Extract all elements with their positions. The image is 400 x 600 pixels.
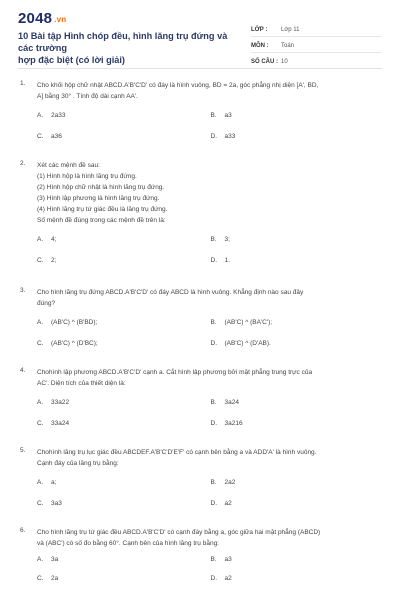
- title-line: 10 Bài tập Hình chóp đều, hình lăng trụ đứng và các trường: [18, 31, 228, 53]
- title-line: hợp đặc biệt (có lời giải): [18, 55, 125, 65]
- question-number: 6.: [20, 527, 26, 534]
- option-b[interactable]: B. (AB'C) ^ (BA'C');: [210, 319, 273, 326]
- question-text: đúng?: [37, 300, 56, 307]
- question-text: Số mệnh đề đúng trong các mệnh đề trên là:: [37, 217, 166, 224]
- question-number: 4.: [20, 367, 26, 374]
- logo-suffix: .vn: [54, 15, 67, 24]
- meta-row-class: [251, 23, 382, 37]
- meta-label: LỚP :: [251, 26, 268, 33]
- option-d[interactable]: D. a2: [210, 575, 232, 582]
- question-text: và (ABC') có số đo bằng 60°. Cạnh bên của hình lăng trụ bằng:: [37, 540, 219, 547]
- option-a[interactable]: A. 3a: [37, 556, 59, 563]
- question-5: [20, 447, 384, 509]
- meta-value: Toán: [281, 42, 295, 49]
- option-c[interactable]: C. 2a: [37, 575, 59, 582]
- meta-row-count: [251, 55, 382, 69]
- header: [18, 10, 382, 66]
- question-text: (4) Hình lăng trụ tứ giác đều là lăng trụ đứng.: [37, 206, 168, 213]
- option-c[interactable]: C. 33a24: [37, 420, 70, 427]
- meta-table: [251, 23, 382, 69]
- question-text: Cạnh đáy của lăng trụ bằng:: [37, 460, 119, 467]
- header-divider: [18, 68, 382, 69]
- option-d[interactable]: D. 1.: [210, 257, 230, 264]
- document-title: [18, 30, 228, 66]
- question-1: [20, 80, 384, 142]
- option-d[interactable]: D. (AB'C) ^ (D'AB).: [210, 340, 271, 347]
- option-a[interactable]: A. a;: [37, 479, 57, 486]
- question-2: [20, 160, 384, 266]
- option-a[interactable]: A. 2a33: [37, 112, 66, 119]
- option-b[interactable]: B. 2a2: [210, 479, 236, 486]
- question-text: Cho hình lăng trụ tứ giác đều ABCD.A'B'C'D' có cạnh đáy bằng a, góc giữa hai mặt phẳng (ABCD): [37, 529, 321, 536]
- logo-main: 2048: [18, 10, 53, 27]
- question-4: [20, 367, 384, 429]
- option-a[interactable]: A. 4;: [37, 236, 57, 243]
- question-number: 5.: [20, 447, 26, 454]
- meta-row-subject: [251, 39, 382, 53]
- question-text: A] bằng 30° . Tính độ dài cạnh AA'.: [37, 93, 138, 100]
- question-number: 3.: [20, 287, 26, 294]
- option-b[interactable]: B. 3;: [210, 236, 230, 243]
- option-d[interactable]: D. a2: [210, 500, 232, 507]
- question-number: 1.: [20, 80, 26, 87]
- option-c[interactable]: C. 3a3: [37, 500, 62, 507]
- option-c[interactable]: C. (AB'C) ^ (D'BC);: [37, 340, 98, 347]
- option-c[interactable]: C. 2;: [37, 257, 57, 264]
- option-b[interactable]: B. a3: [210, 556, 232, 563]
- question-text: Chohình lăng trụ lục giác đều ABCDEF.A'B'C'D'E'F' có cạnh bên bằng a và ADD'A' là hình vuông.: [37, 449, 317, 456]
- question-text: Cho hình lăng trụ đứng ABCD.A'B'C'D' có đáy ABCD là hình vuông. Khẳng định nào sau đây: [37, 289, 304, 296]
- question-text: Chohình lập phương ABCD.A'B'C'D' cạnh a. Cắt hình lập phương bởi mặt phẳng trung trực của: [37, 369, 313, 376]
- option-d[interactable]: D. a33: [210, 133, 236, 140]
- question-text: (2) Hình hộp chữ nhật là hình lăng trụ đứng.: [37, 184, 165, 191]
- meta-value: 10: [281, 58, 288, 65]
- question-number: 2.: [20, 160, 26, 167]
- site-logo[interactable]: [18, 10, 66, 27]
- question-text: Cho khối hộp chữ nhật ABCD.A'B'C'D' có đáy là hình vuông, BD = 2a, góc phẳng nhị diện [A', BD,: [37, 82, 319, 89]
- question-text: (1) Hình hộp là hình lăng trụ đứng.: [37, 173, 137, 180]
- option-b[interactable]: B. 3a24: [210, 399, 239, 406]
- option-b[interactable]: B. a3: [210, 112, 232, 119]
- option-a[interactable]: A. 33a22: [37, 399, 70, 406]
- meta-label: MÔN :: [251, 42, 269, 49]
- question-6: [20, 527, 384, 584]
- option-c[interactable]: C. a36: [37, 133, 62, 140]
- question-text: AC'. Diện tích của thiết diện là:: [37, 380, 126, 387]
- question-text: (3) Hình lập phương là hình lăng trụ đứng.: [37, 195, 160, 202]
- option-d[interactable]: D. 3a216: [210, 420, 243, 427]
- question-3: [20, 287, 384, 349]
- option-a[interactable]: A. (AB'C) ^ (B'BD);: [37, 319, 98, 326]
- meta-label: SỐ CÂU :: [251, 58, 278, 65]
- meta-value: Lớp 11: [281, 26, 300, 33]
- question-text: Xét các mệnh đề sau:: [37, 162, 100, 169]
